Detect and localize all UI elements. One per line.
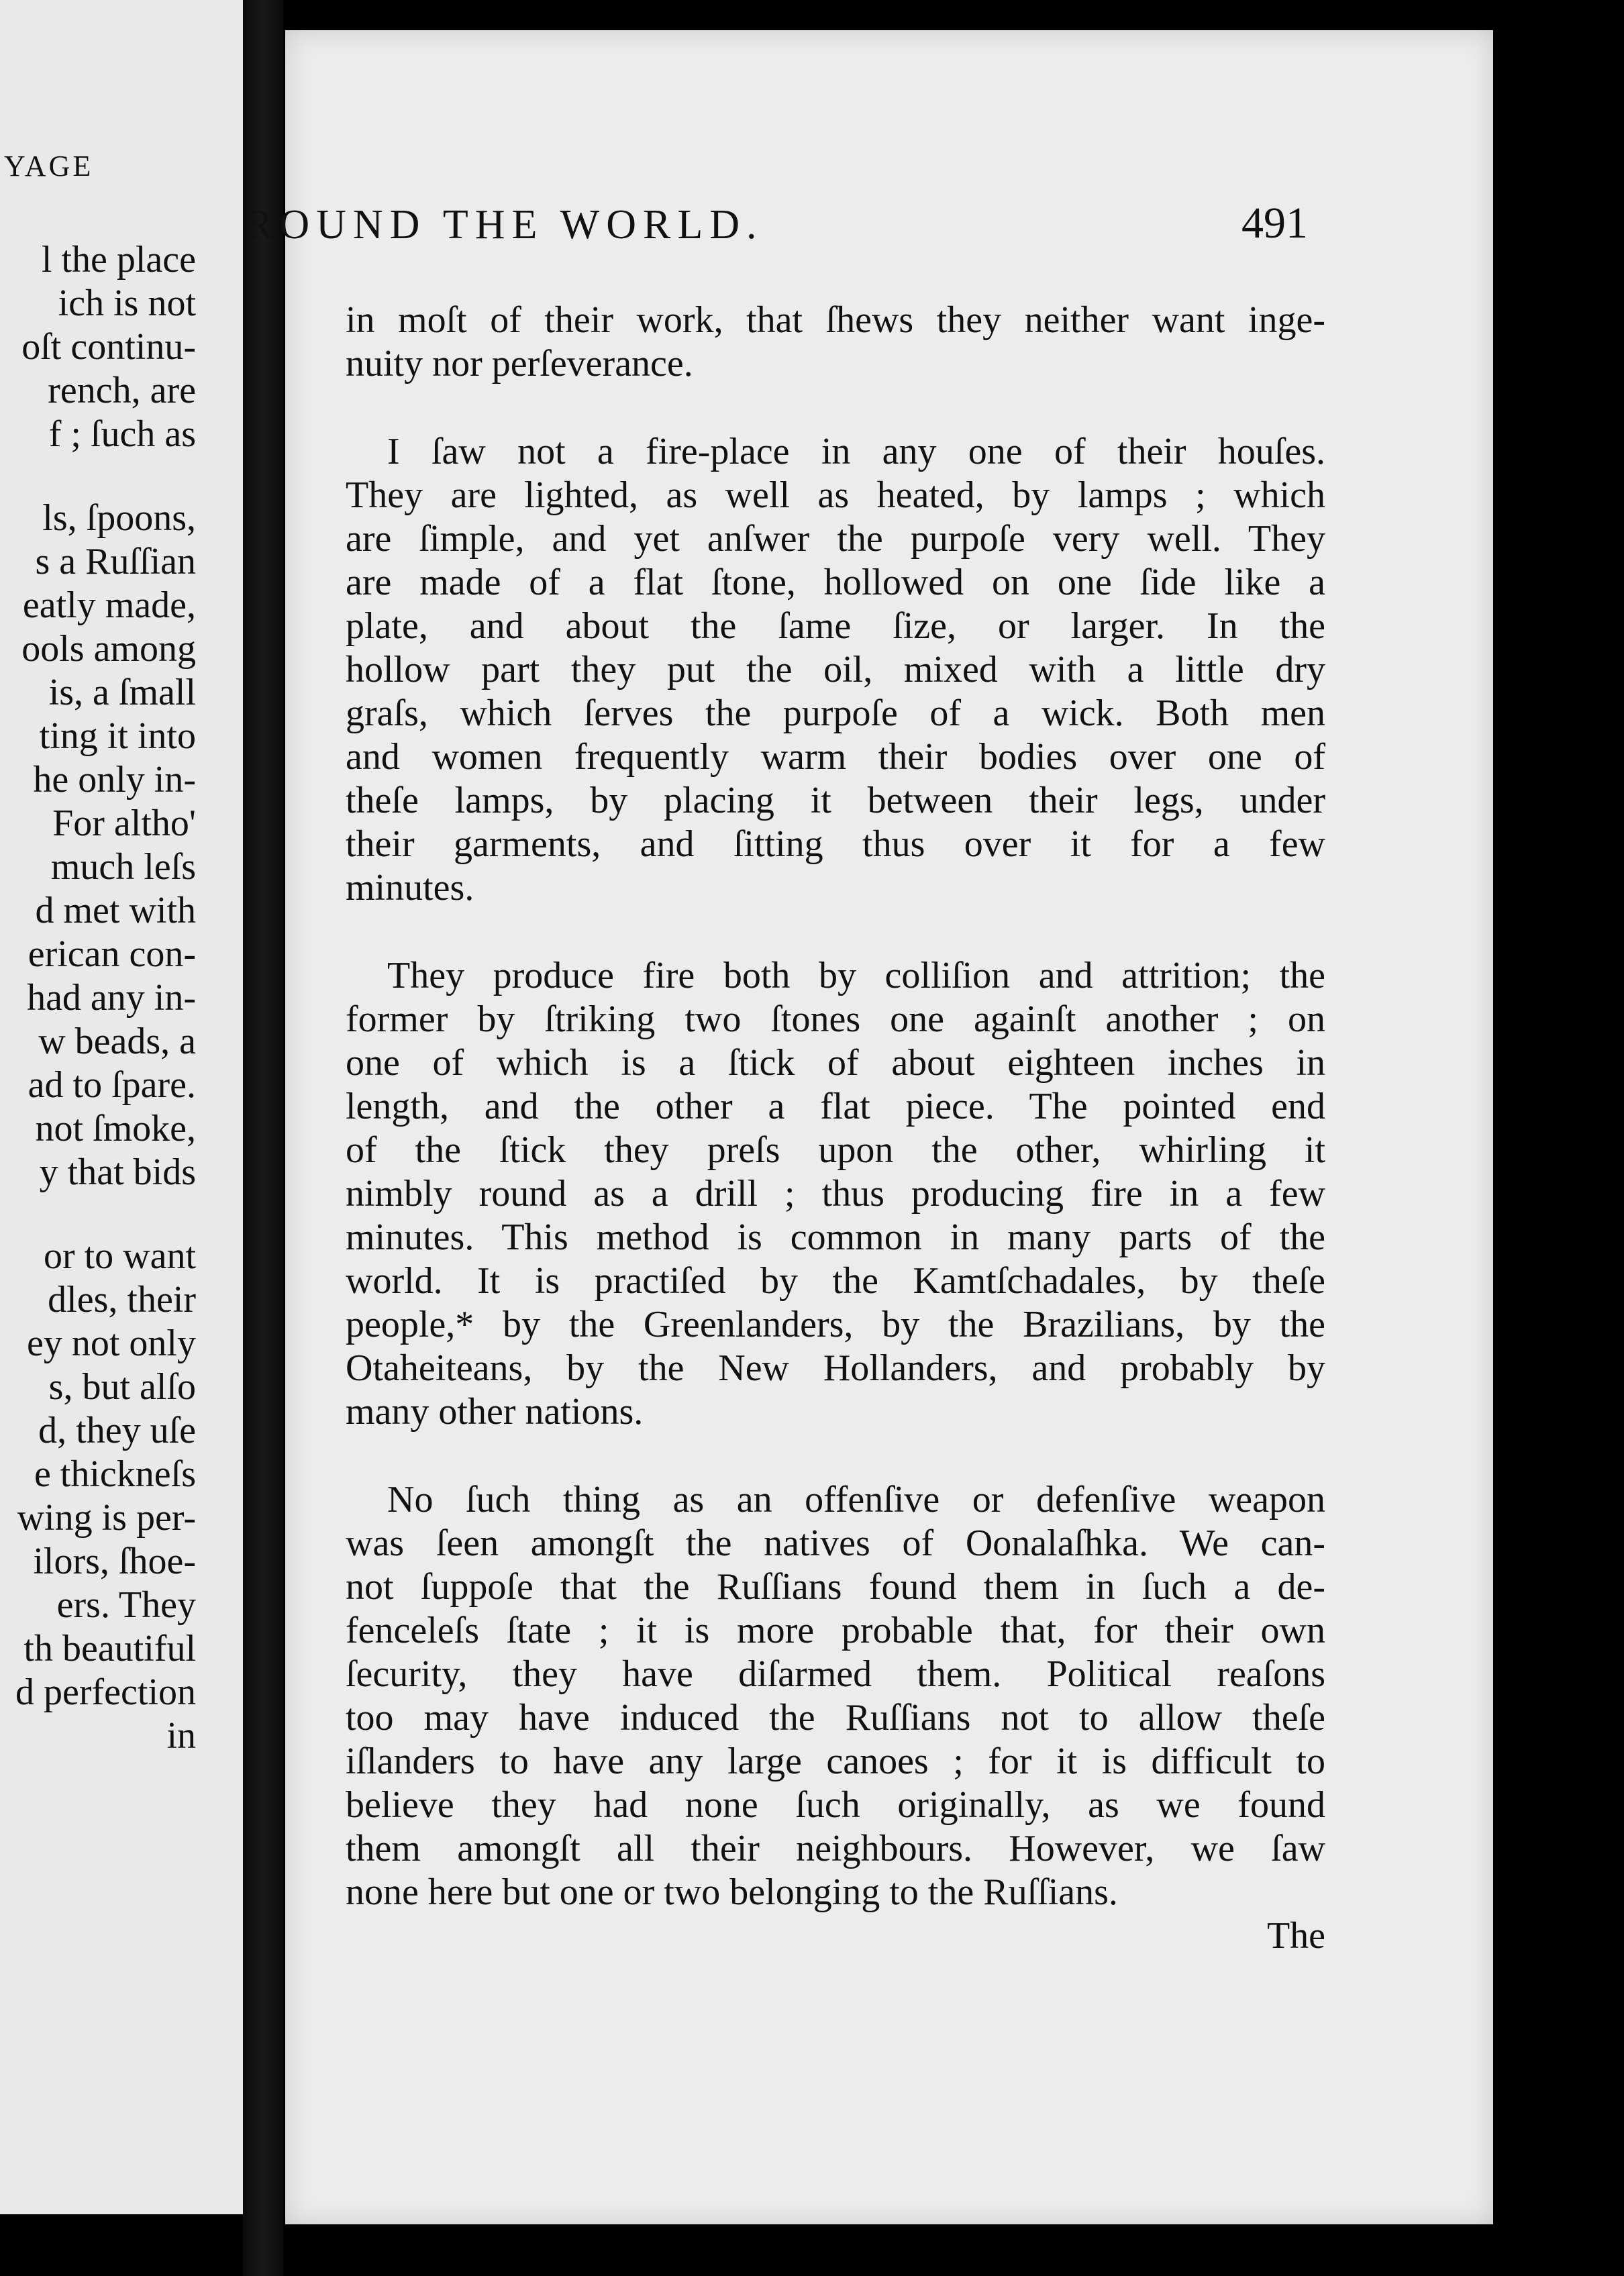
text-line: minutes. bbox=[346, 867, 474, 909]
left-page-line: ilors, ſhoe- bbox=[33, 1541, 196, 1582]
text-line: not ſuppoſe that the Ruſſians found them in ſuch a de- bbox=[346, 1566, 1325, 1608]
left-page-line: dles, their bbox=[48, 1279, 196, 1321]
paragraph-gap bbox=[346, 386, 1325, 430]
text-line: I ſaw not a fire-place in any one of their houſes. bbox=[387, 431, 1325, 472]
text-line: They are lighted, as well as heated, by lamps ; which bbox=[346, 474, 1325, 516]
left-page-line: erican con- bbox=[28, 933, 196, 975]
left-page-text bbox=[0, 238, 196, 1758]
paragraph bbox=[346, 954, 1325, 1434]
left-page-line: s, but alſo bbox=[48, 1366, 196, 1408]
paragraph-gap bbox=[346, 910, 1325, 954]
left-page-line: eatly made, bbox=[22, 584, 196, 626]
page-number: 491 bbox=[1241, 199, 1308, 248]
text-line: people,* by the Greenlanders, by the Brazilians, by the bbox=[346, 1304, 1325, 1345]
left-page-line: ools among bbox=[21, 628, 196, 670]
text-line: believe they had none ſuch originally, as we found bbox=[346, 1784, 1325, 1826]
text-line: fenceleſs ſtate ; it is more probable that, for their own bbox=[346, 1610, 1325, 1651]
previous-page bbox=[0, 0, 247, 2214]
left-page-line: in bbox=[166, 1715, 196, 1757]
left-page-line: d perfection bbox=[15, 1671, 196, 1713]
text-line: are made of a flat ſtone, hollowed on one ſide like a bbox=[346, 562, 1325, 603]
left-page-line: y that bids bbox=[39, 1151, 196, 1193]
text-line: none here but one or two belonging to the Ruſſians. bbox=[346, 1871, 1118, 1913]
text-line: No ſuch thing as an offenſive or defenſive weapon bbox=[387, 1479, 1325, 1520]
left-page-line: For altho' bbox=[52, 803, 196, 844]
left-page-line: much leſs bbox=[50, 846, 196, 888]
text-line: many other nations. bbox=[346, 1391, 644, 1433]
left-page-line: rench, are bbox=[48, 370, 196, 411]
book-spine bbox=[243, 0, 283, 2276]
text-line: graſs, which ſerves the purpoſe of a wick. Both men bbox=[346, 692, 1325, 734]
text-line: plate, and about the ſame ſize, or larger. In the bbox=[346, 605, 1325, 647]
text-line: theſe lamps, by placing it between their legs, under bbox=[346, 780, 1325, 821]
text-line: their garments, and ſitting thus over it for a few bbox=[346, 823, 1325, 865]
text-line: them amongſt all their neighbours. However, we ſaw bbox=[346, 1828, 1325, 1869]
left-page-line: is, a ſmall bbox=[48, 672, 196, 713]
text-line: one of which is a ſtick of about eighteen inches in bbox=[346, 1042, 1325, 1084]
left-page-line: or to want bbox=[43, 1235, 196, 1277]
text-line: length, and the other a flat piece. The pointed end bbox=[346, 1086, 1325, 1127]
left-page-line: wing is per- bbox=[17, 1497, 196, 1539]
text-line: Otaheiteans, by the New Hollanders, and probably by bbox=[346, 1347, 1325, 1389]
text-line: and women frequently warm their bodies over one of bbox=[346, 736, 1325, 778]
page-body bbox=[346, 299, 1325, 1958]
left-page-line: d met with bbox=[35, 890, 196, 931]
text-line: ſecurity, they have diſarmed them. Political reaſons bbox=[346, 1653, 1325, 1695]
running-head: ROUND THE WORLD. bbox=[245, 202, 764, 248]
left-page-line: had any in- bbox=[27, 977, 196, 1019]
text-line: former by ſtriking two ſtones one againſt another ; on bbox=[346, 998, 1325, 1040]
left-page-line: ey not only bbox=[27, 1323, 196, 1364]
left-page-line: ich is not bbox=[58, 282, 196, 324]
left-page-line: ers. They bbox=[56, 1584, 196, 1626]
left-page-gap bbox=[0, 456, 196, 497]
text-line: hollow part they put the oil, mixed with a little dry bbox=[346, 649, 1325, 690]
left-page-line: d, they uſe bbox=[38, 1410, 196, 1451]
left-page-line: s a Ruſſian bbox=[35, 541, 196, 582]
text-line: in moſt of their work, that ſhews they neither want inge- bbox=[346, 299, 1325, 341]
text-line: are ſimple, and yet anſwer the purpoſe very well. They bbox=[346, 518, 1325, 560]
left-page-line: oſt continu- bbox=[21, 326, 196, 368]
paragraph bbox=[346, 430, 1325, 910]
left-page-line: ls, ſpoons, bbox=[42, 497, 196, 539]
text-line: nuity nor perſeverance. bbox=[346, 343, 693, 384]
left-page-gap bbox=[0, 1194, 196, 1235]
paragraph-gap bbox=[346, 1434, 1325, 1478]
text-line: world. It is practiſed by the Kamtſchadales, by theſe bbox=[346, 1260, 1325, 1302]
text-line: too may have induced the Ruſſians not to allow theſe bbox=[346, 1697, 1325, 1739]
text-line: nimbly round as a drill ; thus producing fire in a few bbox=[346, 1173, 1325, 1214]
text-line: of the ſtick they preſs upon the other, whirling it bbox=[346, 1129, 1325, 1171]
left-page-line: w beads, a bbox=[38, 1021, 196, 1062]
text-line: minutes. This method is common in many parts of the bbox=[346, 1217, 1325, 1258]
text-line: was ſeen amongſt the natives of Oonalaſhka. We can- bbox=[346, 1522, 1325, 1564]
paragraph bbox=[346, 1478, 1325, 1914]
left-page-line: f ; ſuch as bbox=[48, 413, 196, 455]
left-page-line: he only in- bbox=[33, 759, 196, 800]
catchword: The bbox=[1266, 1915, 1325, 1957]
left-page-line: th beautiful bbox=[23, 1628, 196, 1669]
left-page-line: not ſmoke, bbox=[35, 1108, 196, 1149]
text-line: They produce fire both by colliſion and attrition; the bbox=[387, 955, 1325, 996]
left-running-head: YAGE bbox=[4, 150, 94, 183]
left-page-line: ad to ſpare. bbox=[28, 1064, 196, 1106]
paragraph bbox=[346, 299, 1325, 386]
text-line: iſlanders to have any large canoes ; for it is difficult to bbox=[346, 1741, 1325, 1782]
left-page-line: l the place bbox=[41, 239, 196, 280]
left-page-line: ting it into bbox=[39, 715, 196, 757]
left-page-line: e thickneſs bbox=[34, 1453, 196, 1495]
